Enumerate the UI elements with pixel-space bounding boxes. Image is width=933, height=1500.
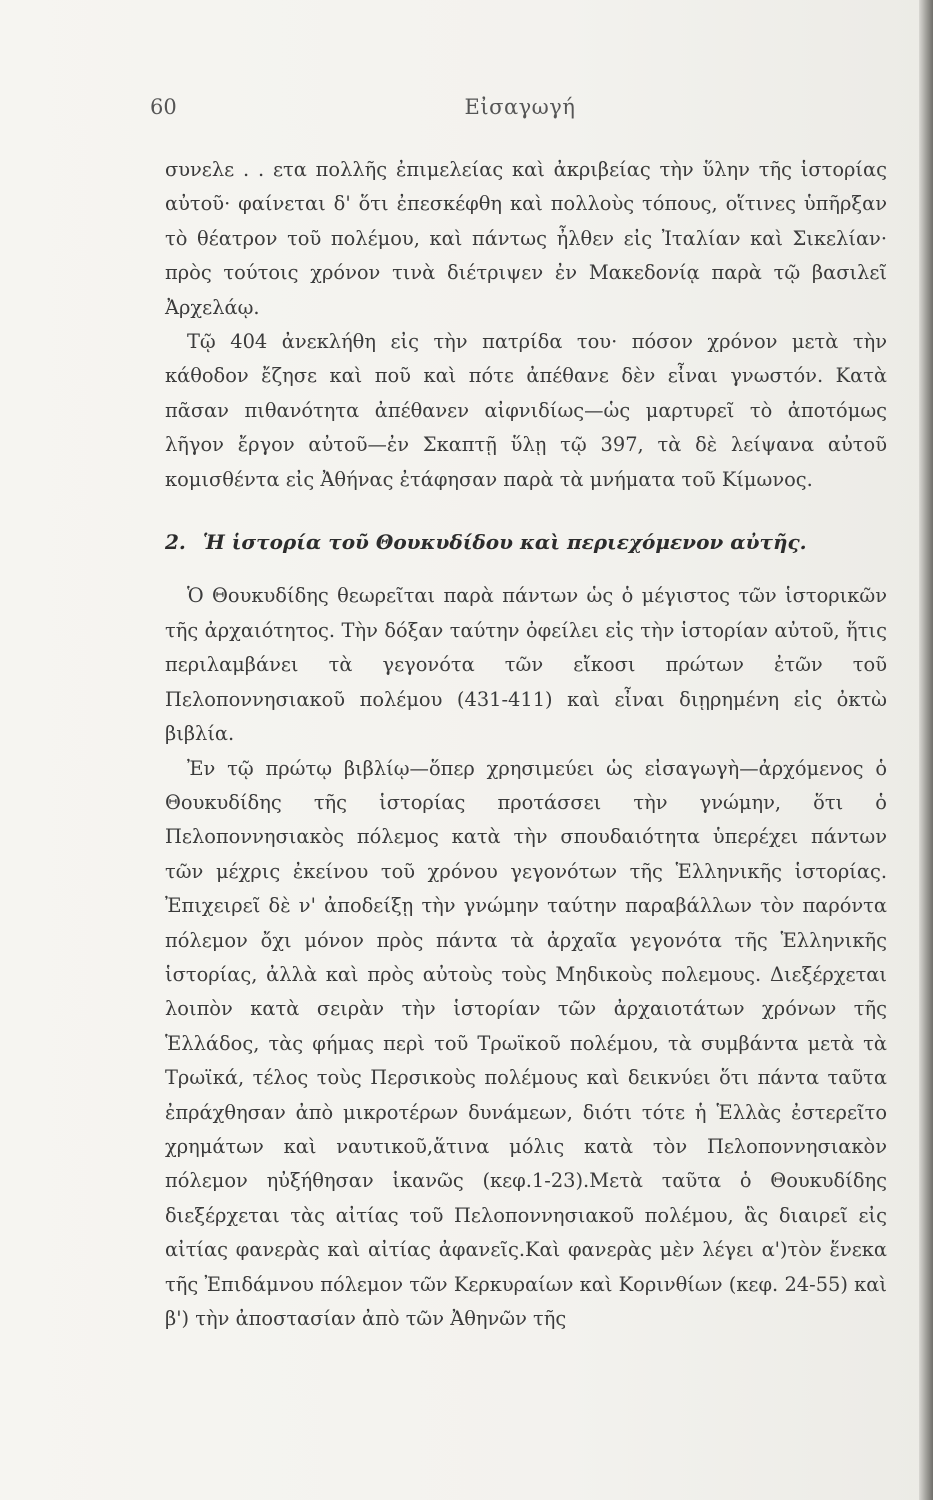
page-number: 60	[150, 95, 177, 119]
running-title: Εἰσαγωγή	[464, 95, 576, 119]
paragraph-4: Ἐν τῷ πρώτῳ βιβλίῳ—ὅπερ χρησιμεύει ὡς εἰσαγωγὴ—ἀρχόμενος ὁ Θουκυδίδης τῆς ἱστορίας προτάσσει τὴν γνώμην, ὅτι ὁ Πελοποννησιακὸς πόλεμος κατὰ τὴν σπουδαιότητα ὑπερέχει πάντων τῶν μέχρις ἐκείνου τοῦ χρόνου γεγονότων τῆς Ἑλληνικῆς ἱστορίας. Ἐπιχειρεῖ δὲ ν' ἀποδείξῃ τὴν γνώμην ταύτην παραβάλλων τὸν παρόντα πόλεμον ὄχι μόνον πρὸς πάντα τὰ ἀρχαῖα γεγονότα τῆς Ἑλληνικῆς ἱστορίας, ἀλλὰ καὶ πρὸς αὐτοὺς τοὺς Μηδικοὺς πολεμους. Διεξέρχεται λοιπὸν κατὰ σειρὰν τὴν ἱστορίαν τῶν ἀρχαιοτάτων χρόνων τῆς Ἑλλάδος, τὰς φήμας περὶ τοῦ Τρωϊκοῦ πολέμου, τὰ συμβάντα μετὰ τὰ Τρωϊκά, τέλος τοὺς Περσικοὺς πολέμους καὶ δεικνύει ὅτι πάντα ταῦτα ἐπράχθησαν ἀπὸ μικροτέρων δυνάμεων, διότι τότε ἡ Ἑλλὰς ἐστερεῖτο χρημάτων καὶ ναυτικοῦ,ἅτινα μόλις κατὰ τὸν Πελοποννησιακὸν πόλεμον ηὐξήθησαν ἱκανῶς (κεφ.1-23).Μετὰ ταῦτα ὁ Θουκυδίδης διεξέρχεται τὰς αἰτίας τοῦ Πελοποννησιακοῦ πολέμου, ἃς διαιρεῖ εἰς αἰτίας φανερὰς καὶ αἰτίας ἀφανεῖς.Καὶ φανερὰς μὲν λέγει α')τὸν ἕνεκα τῆς Ἐπιδάμνου πόλεμον τῶν Κερκυραίων καὶ Κορινθίων (κεφ. 24-55) καὶ β') τὴν ἀποστασίαν ἀπὸ τῶν Ἀθηνῶν τῆς	[165, 756, 887, 1330]
section-title: Ἡ ἱστορία τοῦ Θουκυδίδου καὶ περιεχόμενον αὐτῆς.	[202, 530, 807, 555]
paragraph-3: Ὁ Θουκυδίδης θεωρεῖται παρὰ πάντων ὡς ὁ μέγιστος τῶν ἱστορικῶν τῆς ἀρχαιότητος. Τὴν δόξαν ταύτην ὀφείλει εἰς τὴν ἱστορίαν αὐτοῦ, ἥτις περιλαμβάνει τὰ γεγονότα τῶν εἴκοσι πρώτων ἐτῶν τοῦ Πελοποννησιακοῦ πολέμου (431-411) καὶ εἶναι διῃρημένη εἰς ὀκτὼ βιβλία.	[165, 584, 887, 746]
body-text	[165, 153, 887, 1336]
section-number: 2.	[165, 530, 186, 555]
paragraph-2: Τῷ 404 ἀνεκλήθη εἰς τὴν πατρίδα του· πόσον χρόνον μετὰ τὴν κάθοδον ἔζησε καὶ ποῦ καὶ πότε ἀπέθανε δὲν εἶναι γνωστόν. Κατὰ πᾶσαν πιθανότητα ἀπέθανεν αἰφνιδίως—ὡς μαρτυρεῖ τὸ ἀποτόμως λῆγον ἔργον αὐτοῦ—ἐν Σκαπτῇ ὕλῃ τῷ 397, τὰ δὲ λείψανα αὐτοῦ κομισθέντα εἰς Ἀθήνας ἐτάφησαν παρὰ τὰ μνήματα τοῦ Κίμωνος.	[165, 330, 887, 491]
section-heading	[165, 525, 887, 559]
paragraph-1: συνελε . . ετα πολλῆς ἐπιμελείας καὶ ἀκριβείας τὴν ὕλην τῆς ἱστορίας αὐτοῦ· φαίνεται δ' ὅτι ἐπεσκέφθη καὶ πολλοὺς τόπους, οἵτινες ὑπῆρξαν τὸ θέατρον τοῦ πολέμου, καὶ πάντως ἦλθεν εἰς Ἰταλίαν καὶ Σικελίαν· πρὸς τούτοις χρόνον τινὰ διέτριψεν ἐν Μακεδονίᾳ παρὰ τῷ βασιλεῖ Ἀρχελάῳ.	[165, 158, 887, 319]
page-edge-shadow	[919, 0, 933, 1500]
page-header	[150, 95, 890, 127]
